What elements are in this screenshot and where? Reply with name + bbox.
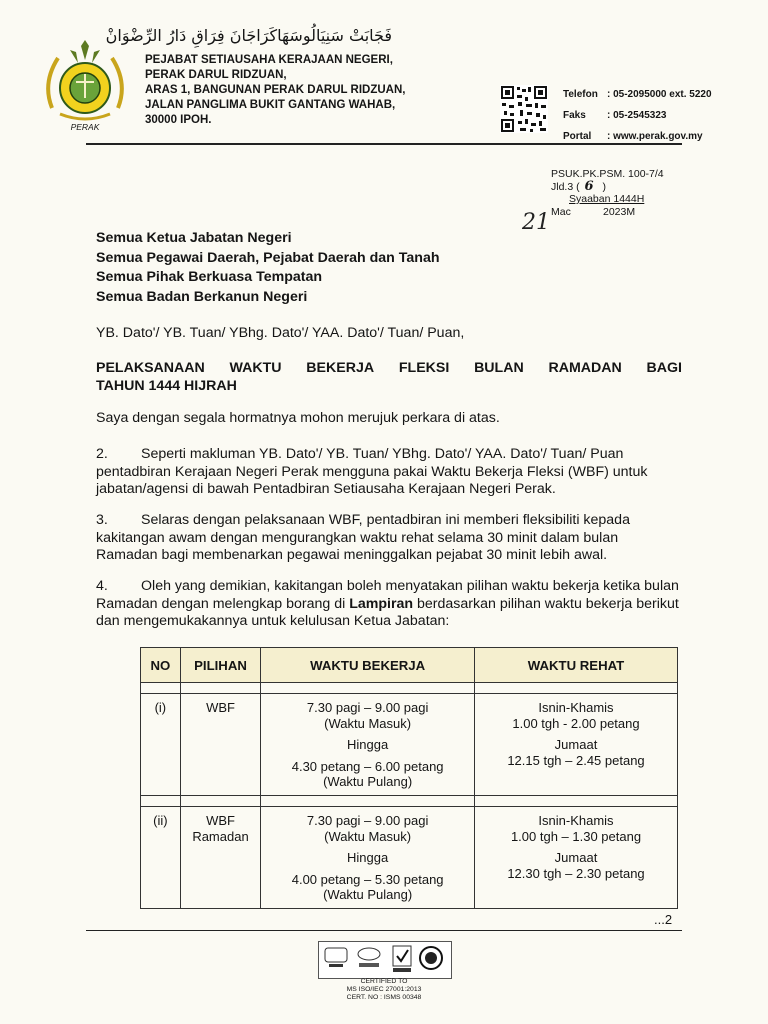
paragraph-4 xyxy=(96,578,682,631)
sirim-badge-icon xyxy=(358,948,380,967)
subject-word: PELAKSANAAN xyxy=(96,360,205,376)
handwritten-day: 21 xyxy=(522,210,550,235)
recipient: Semua Pegawai Daerah, Pejabat Daerah dan Tanah xyxy=(96,249,440,266)
certification-badges xyxy=(318,941,452,979)
pulang-label: (Waktu Pulang) xyxy=(323,774,413,789)
header-divider xyxy=(86,143,682,145)
masuk-label: (Waktu Masuk) xyxy=(324,828,412,844)
cert-line: CERTIFIED TO xyxy=(360,978,408,985)
jumaat-label: Jumaat xyxy=(554,737,598,752)
table-row xyxy=(141,694,678,796)
address-line: ARAS 1, BANGUNAN PERAK DARUL RIDZUAN, xyxy=(145,84,406,96)
rehat-days: Isnin-Khamis xyxy=(538,700,614,715)
cell-no: (i) xyxy=(141,694,181,796)
pulang-label: (Waktu Pulang) xyxy=(323,887,413,902)
table-row xyxy=(141,807,678,909)
jumaat-time: 12.15 tgh – 2.45 petang xyxy=(507,752,645,768)
crest-caption: PERAK xyxy=(70,122,100,132)
work-schedule-table xyxy=(140,647,678,909)
volume-line xyxy=(551,178,664,194)
gregorian-date xyxy=(551,206,664,219)
letter-subject xyxy=(96,360,682,395)
col-header-waktu-bekerja: WAKTU BEKERJA xyxy=(261,648,475,683)
paragraph-2 xyxy=(96,446,682,499)
reference-block xyxy=(551,168,664,218)
year: 2023M xyxy=(603,205,636,218)
arabic-motto: فَجَابَتْ سَنِيَالُوسَهَاكَرَاجَانَ فِرَاقِ دَارُ الرِّضْوَانْ xyxy=(105,26,392,45)
pulang-time: 4.00 petang – 5.30 petang xyxy=(291,871,444,887)
subject-word: RAMADAN xyxy=(548,360,622,376)
col-header-no: NO xyxy=(141,648,181,683)
cell-no: (ii) xyxy=(141,807,181,909)
col-header-pilihan: PILIHAN xyxy=(180,648,261,683)
hingga-label: Hingga xyxy=(347,737,389,752)
pulang-time: 4.30 petang – 6.00 petang xyxy=(291,758,444,774)
month: Mac xyxy=(551,205,571,218)
footer-divider xyxy=(86,930,682,931)
table-header-row xyxy=(141,648,678,683)
phone-label: Telefon xyxy=(563,89,598,100)
recipient: Semua Pihak Berkuasa Tempatan xyxy=(96,269,323,285)
address-line: PERAK DARUL RIDZUAN, xyxy=(145,69,287,81)
masuk-time: 7.30 pagi – 9.00 pagi xyxy=(306,813,429,828)
subject-word: BAGI xyxy=(646,360,682,376)
col-header-waktu-rehat: WAKTU REHAT xyxy=(475,648,678,683)
pilihan-line: WBF xyxy=(206,700,235,715)
phone-value: : 05-2095000 ext. 5220 xyxy=(607,89,712,100)
contact-block xyxy=(563,84,712,147)
file-number: PSUK.PK.PSM. 100-7/4 xyxy=(551,168,664,180)
office-address xyxy=(145,53,405,128)
rehat-time: 1.00 tgh – 1.30 petang xyxy=(510,828,642,844)
subject-word: BULAN xyxy=(474,360,524,376)
table-spacer xyxy=(141,683,678,694)
cell-waktu-bekerja xyxy=(261,807,475,909)
page-marker: ...2 xyxy=(654,912,673,927)
paragraph-number: 2. xyxy=(96,446,108,462)
volume-label: Jld.3 ( xyxy=(551,180,580,193)
volume-close: ) xyxy=(602,180,606,193)
portal-link[interactable]: : www.perak.gov.my xyxy=(607,131,703,142)
recipient: Semua Ketua Jabatan Negeri xyxy=(96,230,292,246)
hingga-label: Hingga xyxy=(347,850,389,865)
subject-word: FLEKSI xyxy=(398,360,450,376)
paragraph-number: 3. xyxy=(96,512,108,528)
cert-line: MS ISO/IEC 27001:2013 xyxy=(346,986,422,993)
paragraph-3 xyxy=(96,512,682,565)
volume-handwritten: 6 xyxy=(584,178,594,194)
jumaat-time: 12.30 tgh – 2.30 petang xyxy=(507,865,645,881)
salutation: YB. Dato'/ YB. Tuan/ YBhg. Dato'/ YAA. Dato'/ Tuan/ Puan, xyxy=(96,325,465,341)
address-line: 30000 IPOH. xyxy=(145,114,212,126)
iqnet-badge-icon xyxy=(420,947,442,969)
fax-label: Faks xyxy=(563,110,586,121)
cell-pilihan xyxy=(180,807,261,909)
hijri-date: Syaaban 1444H xyxy=(569,193,645,205)
cell-pilihan xyxy=(180,694,261,796)
paragraph-text: Selaras dengan pelaksanaan WBF, pentadbiran ini memberi fleksibiliti kepada kakitangan awam dengan mengurangkan waktu rehat selama 30 minit dalam bulan Ramadan bagi membenarkan pegawai meninggalkan pejabat 30 minit lebih awal. xyxy=(96,512,630,563)
cell-waktu-rehat xyxy=(475,694,678,796)
recipient: Semua Badan Berkanun Negeri xyxy=(96,288,308,305)
pilihan-line: Ramadan xyxy=(192,828,249,844)
paragraph-text: Seperti makluman YB. Dato'/ YB. Tuan/ YBhg. Dato'/ YAA. Dato'/ Tuan/ Puan pentadbiran Kerajaan Negeri Perak mengguna pakai Waktu Bekerja Fleksi (WBF) untuk jabatan/agensi di bawah Pentadbiran Setiausaha Kerajaan Negeri Perak. xyxy=(96,446,648,497)
pilihan-line: WBF xyxy=(206,813,235,828)
masuk-time: 7.30 pagi – 9.00 pagi xyxy=(306,700,429,715)
subject-word: WAKTU xyxy=(229,360,282,376)
lampiran-emphasis: Lampiran xyxy=(349,595,414,612)
subject-line-1 xyxy=(96,360,682,378)
cert-line: CERT. NO : ISMS 00348 xyxy=(346,994,422,1001)
perak-crest-logo xyxy=(40,38,130,134)
cell-waktu-rehat xyxy=(475,807,678,909)
recipient-list xyxy=(96,229,440,307)
qr-code xyxy=(500,85,548,133)
portal-label: Portal xyxy=(563,131,592,142)
ukas-badge-icon xyxy=(393,946,411,972)
address-line: PEJABAT SETIAUSAHA KERAJAAN NEGERI, xyxy=(145,54,393,66)
rehat-days: Isnin-Khamis xyxy=(538,813,614,828)
subject-line-2: TAHUN 1444 HIJRAH xyxy=(96,377,237,394)
rehat-time: 1.00 tgh - 2.00 petang xyxy=(512,715,640,731)
paragraph-1: Saya dengan segala hormatnya mohon merujuk perkara di atas. xyxy=(96,410,500,426)
paragraph-text: Oleh yang demikian, kakitangan boleh menyatakan pilihan waktu bekerja ketika bulan Ramadan dengan melengkap borang di xyxy=(96,578,679,612)
paragraph-text: berdasarkan pilihan waktu bekerja berikut dan mengemukakannya untuk kelulusan Ketua Jabatan: xyxy=(96,595,679,629)
address-line: JALAN PANGLIMA BUKIT GANTANG WAHAB, xyxy=(145,99,396,111)
table-spacer xyxy=(141,796,678,807)
masuk-label: (Waktu Masuk) xyxy=(324,715,412,731)
fax-value: : 05-2545323 xyxy=(607,110,667,121)
subject-word: BEKERJA xyxy=(306,360,375,376)
isms-badge-icon xyxy=(325,948,347,967)
cell-waktu-bekerja xyxy=(261,694,475,796)
jumaat-label: Jumaat xyxy=(554,850,598,865)
paragraph-number: 4. xyxy=(96,578,108,594)
certification-text xyxy=(325,978,443,1002)
